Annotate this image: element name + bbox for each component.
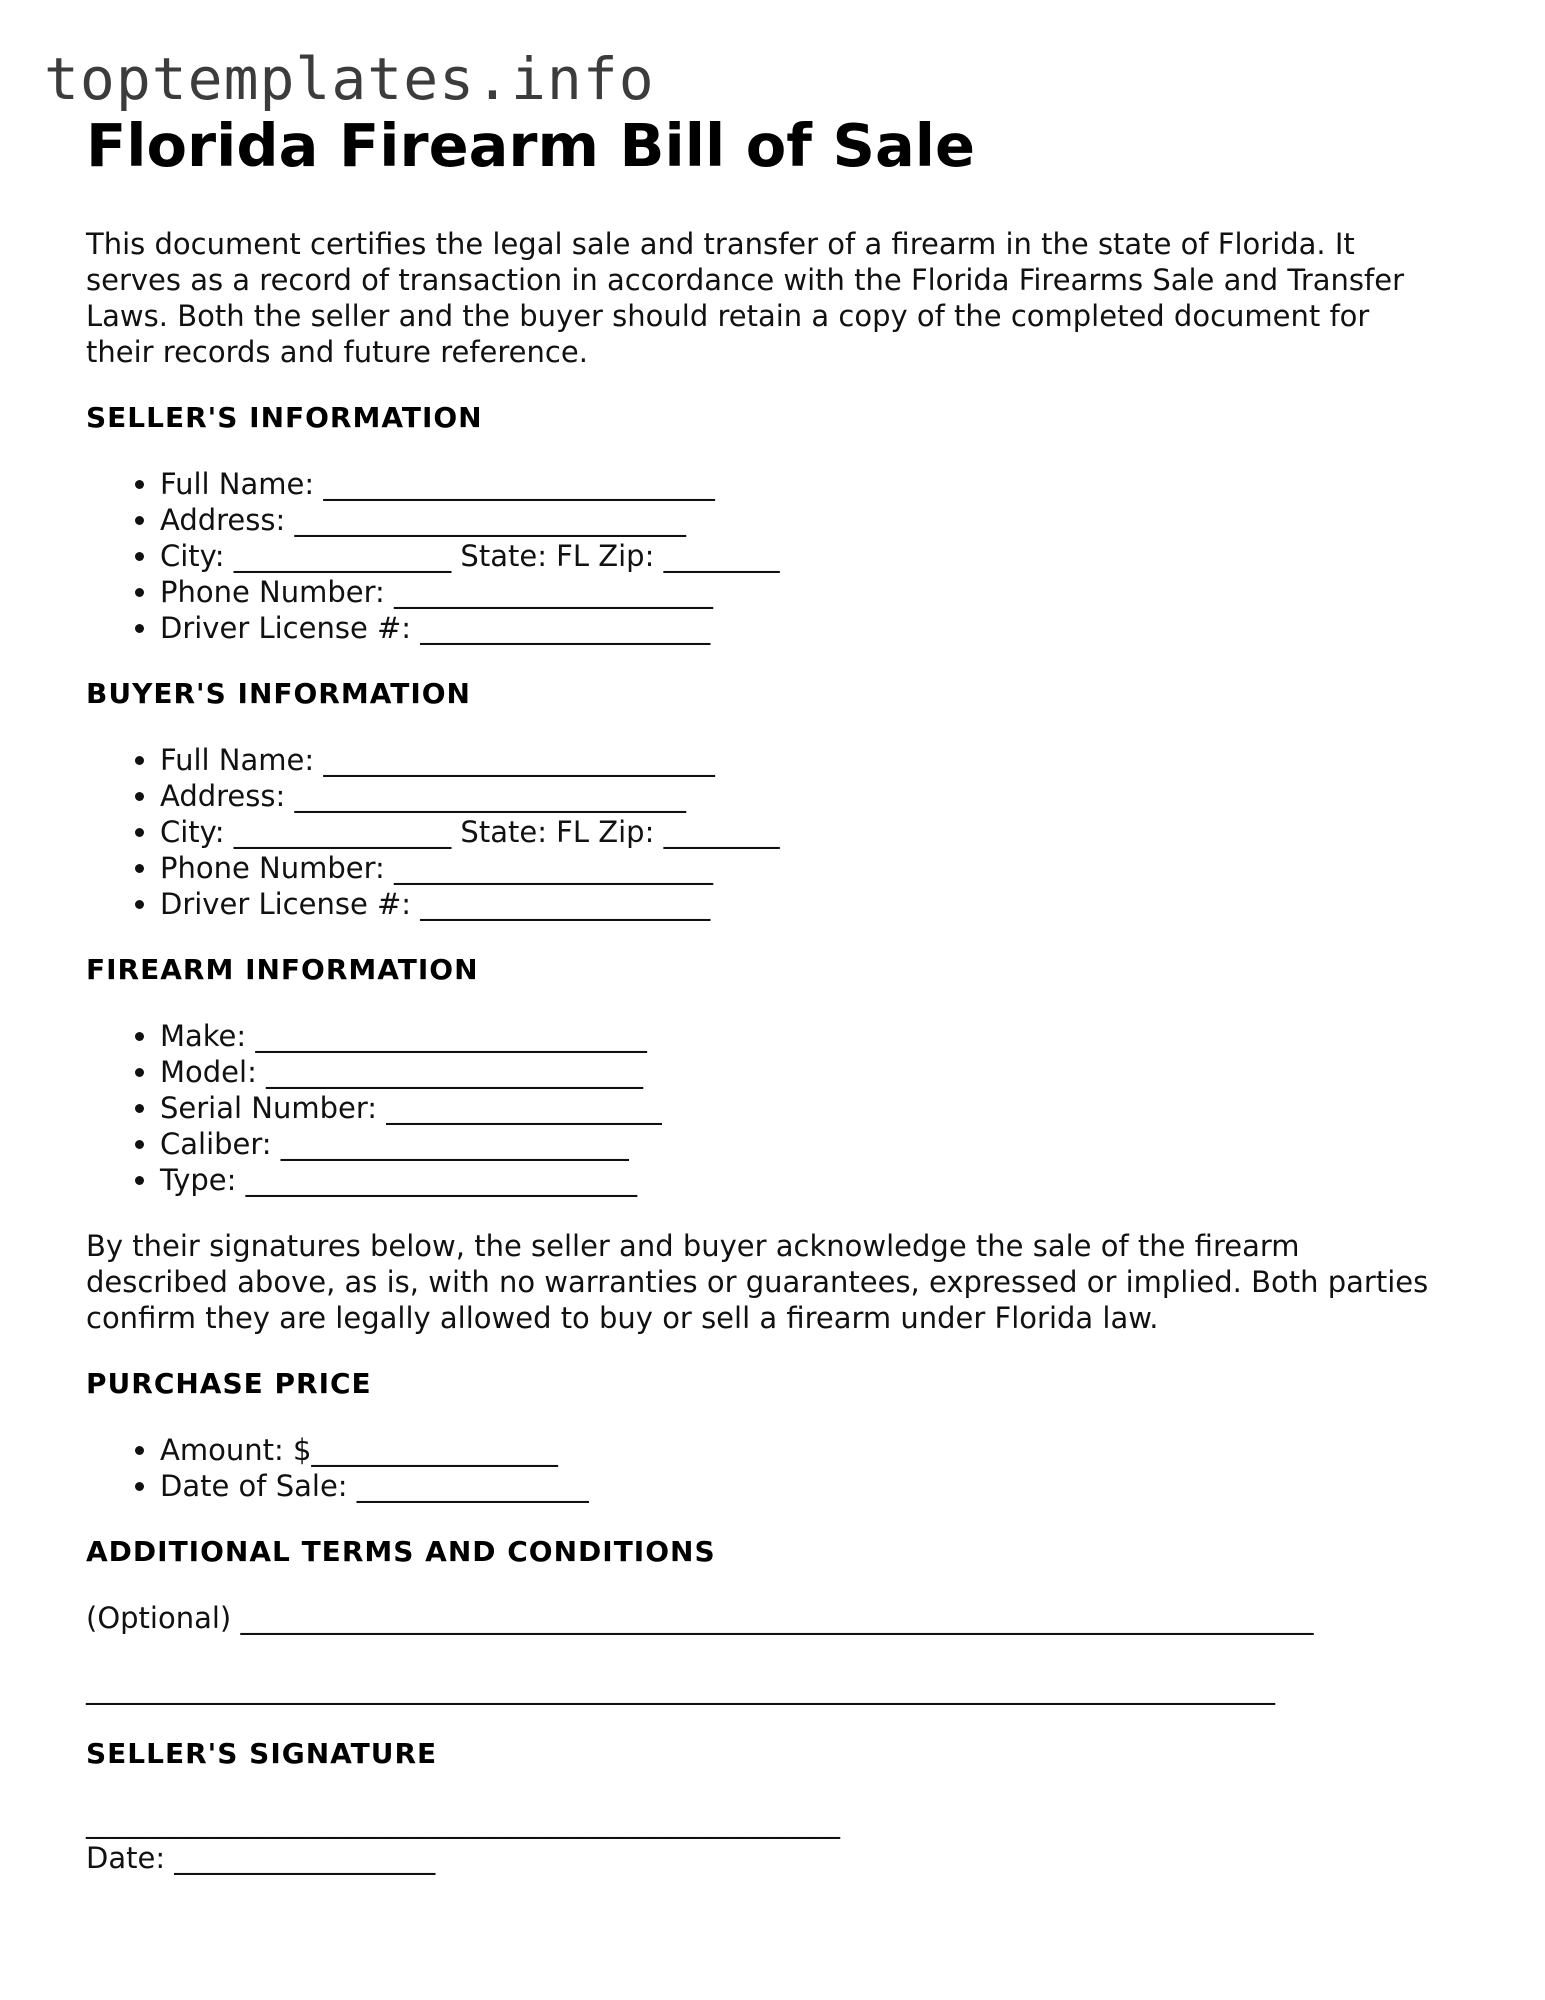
firearm-serial-field[interactable]: • Serial Number: ___________________: [160, 1090, 1466, 1126]
firearm-info-heading: FIREARM INFORMATION: [86, 953, 479, 986]
watermark: toptemplates.info: [44, 45, 655, 113]
seller-license-field[interactable]: • Driver License #: ____________________: [160, 610, 1466, 646]
seller-signature-date-field[interactable]: Date: __________________: [86, 1841, 436, 1875]
buyer-info-heading: BUYER'S INFORMATION: [86, 677, 471, 710]
seller-full-name-field[interactable]: • Full Name: ___________________________: [160, 466, 1466, 502]
buyer-city-state-zip-field[interactable]: • City: _______________ State: FL Zip: ________: [160, 814, 1466, 850]
seller-info-heading: SELLER'S INFORMATION: [86, 401, 483, 434]
document-title: Florida Firearm Bill of Sale: [86, 111, 976, 180]
seller-phone-field[interactable]: • Phone Number: ______________________: [160, 574, 1466, 610]
terms-blank-line[interactable]: __________________________________________________________________________________: [86, 1671, 1275, 1705]
seller-signature-line[interactable]: ____________________________________________________: [86, 1805, 840, 1839]
purchase-date-field[interactable]: • Date of Sale: ________________: [160, 1468, 1466, 1504]
firearm-caliber-field[interactable]: • Caliber: ________________________: [160, 1126, 1466, 1162]
terms-heading: ADDITIONAL TERMS AND CONDITIONS: [86, 1535, 716, 1568]
terms-optional-line[interactable]: (Optional) __________________________________________________________________________: [86, 1601, 1314, 1635]
buyer-full-name-field[interactable]: • Full Name: ___________________________: [160, 742, 1466, 778]
firearm-type-field[interactable]: • Type: ___________________________: [160, 1162, 1466, 1198]
purchase-price-heading: PURCHASE PRICE: [86, 1367, 372, 1400]
purchase-amount-field[interactable]: • Amount: $_________________: [160, 1432, 1466, 1468]
seller-address-field[interactable]: • Address: ___________________________: [160, 502, 1466, 538]
acknowledgement-paragraph: By their signatures below, the seller and buyer acknowledge the sale of the firearm described above, as is, with no warranties or guarantees, expressed or implied. Both parties confirm they are legally allowed to buy or sell a firearm under Florida law.: [86, 1229, 1429, 1335]
purchase-price-list: [86, 1432, 1466, 1504]
firearm-info-list: [86, 1018, 1466, 1198]
buyer-address-field[interactable]: • Address: ___________________________: [160, 778, 1466, 814]
intro-paragraph: This document certifies the legal sale and transfer of a firearm in the state of Florida. It serves as a record of transaction in accordance with the Florida Firearms Sale and Transfer Laws. Both the seller and the buyer should retain a copy of the completed document for their records and future reference.: [86, 227, 1404, 369]
seller-signature-heading: SELLER'S SIGNATURE: [86, 1737, 438, 1770]
seller-info-list: [86, 466, 1466, 646]
seller-city-state-zip-field[interactable]: • City: _______________ State: FL Zip: ________: [160, 538, 1466, 574]
firearm-make-field[interactable]: • Make: ___________________________: [160, 1018, 1466, 1054]
buyer-license-field[interactable]: • Driver License #: ____________________: [160, 886, 1466, 922]
buyer-phone-field[interactable]: • Phone Number: ______________________: [160, 850, 1466, 886]
buyer-info-list: [86, 742, 1466, 922]
document-page: [86, 108, 1466, 1876]
firearm-model-field[interactable]: • Model: __________________________: [160, 1054, 1466, 1090]
